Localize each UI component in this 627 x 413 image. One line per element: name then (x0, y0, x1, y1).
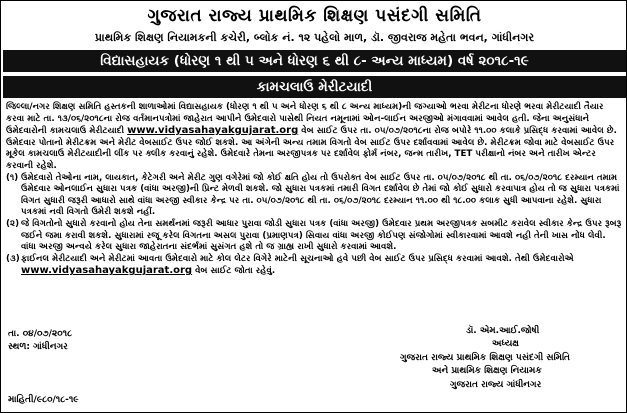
issue-place: સ્થળ: ગાંધીનગર (8, 342, 68, 352)
instruction-point-2 (6, 219, 623, 254)
committee-title: ગુજરાત રાજ્ય પ્રાથમિક શિક્ષણ પસંદગી સમિતિ (147, 6, 482, 26)
website-link[interactable]: www.vidyasahayakgujarat.org (127, 125, 299, 137)
instruction-point-1 (6, 173, 623, 219)
signature-block (394, 325, 626, 392)
merit-list-banner: કામચલાઉ મેરીટયાદી (3, 76, 626, 98)
signatory-org-line-3: ગુજરાત રાજ્ય ગાંધીનગર (450, 379, 542, 390)
recruitment-banner: વિદ્યાસહાયક (ધોરણ ૧ થી ૫ અને ધોરણ ૬ થી ૮- અન્ય માધ્યમ) વર્ષ ૨૦૧૮-૧૯ (3, 50, 626, 72)
point-2-text: જે વિગતોનો સુધારો કરવાનો હોય તેના સમર્થનમાં જરૂરી આધાર પુરાવા જોડી સુધારા પત્રક (વાંધા અરજી) ઉમેદવાર પ્રથમ અરજીપત્રક સબમીટ કરાવેલ સ્વીકાર કેન્દ્ર ઉપર રૂબરૂ જઈને જમા કરાવી શકશે. સુધારામાં રજૂ કરેલ વિગતના અસલ પુરાવા (પ્રમાણપત્ર) સિવાય વાંધા અરજી કોઈપણ સંજોગોમાં સ્વીકારવામાં આવશે નહી તેની ખાસ નોંધ લેવી. વાંધા અરજી અન્વયે કરેલ સુધારા જાહેરાતના સંદર્ભમાં સુસંગત હશે તો જ ગ્રાહ્ય રાખી સુધારો કરવામાં આવશે. (21, 218, 622, 253)
office-address: પ્રાથમિક શિક્ષણ નિયામકની કચેરી, બ્લોક નં. ૧૨ પહેલો માળ, ડૉ. જીવરાજ મહેતા ભવન, ગાંધીનગર (94, 31, 535, 44)
notice-body (6, 102, 623, 278)
signatory-org-line-2: અને પ્રાથમિક શિક્ષણ નિયામક (432, 366, 542, 377)
reference-number: માહિતી/૯૮૦/૧૮-૧૯ (8, 395, 79, 405)
intro-paragraph (6, 102, 623, 173)
point-2-number: (૨) (6, 218, 20, 229)
point-3-text-a: ફાઈનલ મેરીટયાદી અને મેરીટમાં આવતા ઉમેદવારો માટે કોલ લેટર વિગેરે માટેની સૂચનાઓ હવે પછી વેબ સાઈટ ઉપર પ્રસિદ્ધ કરવામાં આવશે. તેથી ઉમેદવારોએ (21, 253, 574, 264)
instruction-point-3 (6, 254, 623, 278)
signatory-designation: અધ્યક્ષ (492, 339, 519, 350)
point-3-text (21, 254, 623, 278)
point-3-number: (૩) (6, 253, 20, 264)
signatory-name: ડૉ. એમ.આઈ.જોષી (466, 326, 540, 336)
point-1-number: (૧) (6, 172, 19, 183)
point-3-website-link[interactable]: www.vidyasahayakgujarat.org (21, 265, 193, 277)
intro-text-a: જિલ્લા/નગર શિક્ષણ સમિતિ હસ્તકની શાળાઓમાં વિદ્યાસહાયક (ધોરણ ૧ થી ૫ અને ધોરણ ૬ થી ૮ અન્ય માધ્યમ)ની જગ્યાઓ ભરવા મેરીટના ધોરણે ભરવા મેરીટયાદી તૈયાર કરવા માટે તા. ૧૩/૦૬/૨૦૧૮ના રોજ વર્તમાનપત્રોમાં જાહેરાત આપીને ઉમેદવારો પાસેથી નિયત નમૂનામાં ઓન-લાઈન અરજીઓ મંગાવવામાં આવેલ હતી. જેના અનુસંધાને ઉમેદવારોની કામચલાઉ મેરીટયાદી (6, 102, 604, 137)
point-3-text-b: વેબ સાઈટ જોતા રહેવું. (195, 266, 276, 277)
point-1-text: ઉમેદવારો તેઓના નામ, લાયકાત, કેટેગરી અને મેરીટ ગુણ વગેરેમાં જો કોઈ ક્ષતિ હોય તો ઉપરોક્ત વેબ સાઈટ ઉપર તા. ૦૫/૦૭/૨૦૧૮ થી તા. ૦૬/૦૭/૨૦૧૮ દરમ્યાન તમામ ઉમેદવાર ઓનલાઈન સુધારા પત્રક (વાંધા અરજી)ની પ્રિન્ટ મેળવી શકશે. જો સુધારા પત્રકમાં તમારી વિગત દર્શાવેલ છે તેમાં જો કોઈ સુધારો કરવાપાત્ર હોય તો જ સુધારા પત્રકમાં વિગત સુધારી જરૂરી આધારો સાથે વાંધા અરજી સ્વીકાર કેન્દ્ર પર તા. ૦૫/૦૭/૨૦૧૮ થી તા. ૦૬/૦૭/૨૦૧૮ દરમ્યાન ૧૧.૦૦ થી ૧૮.૦૦ કલાક સુધી આપવાના રહેશે. સુધારા પત્રકમાં નવી વિગતો ઉમેરી શકશે નહીં. (21, 172, 620, 218)
issue-date: તા. ૦૪/૦૭/૨૦૧૮ (8, 329, 73, 339)
intro-text-b: વેબ સાઈટ ઉપર તા. ૦૫/૦૭/૨૦૧૮ના રોજ બપોરે ૧૧.૦૦ કલાકે પ્રસિદ્ધ કરવામાં આવેલ છે. ઉમેદવાર પોતાનો મેરીટક્રમ અને મેરીટ વેબસાઈટ ઉપર જોઈ શકશે. આ અંગેની અન્ય તમામ વિગતો વેબ સાઈટ ઉપર દર્શાવવામાં આવેલ છે. મેરીટક્રમ જોવા માટે વેબસાઈટ ઉપર મૂકેલ કામચલાઉ મેરીટયાદીની લીંક પર ક્લીક કરવાનું રહેશે. ઉમેદવારે તેમના અરજીપત્રક પર દર્શાવેલ ફોર્મ નંબર, જન્મ તારીખ, TET પરીક્ષાનો નંબર અને તારીખ એન્ટર કરવાની રહેશે. (6, 126, 617, 171)
signatory-org-line-1: ગુજરાત રાજ્ય પ્રાથમિક શિક્ષણ પસંદગી સમિતિ (400, 352, 570, 363)
